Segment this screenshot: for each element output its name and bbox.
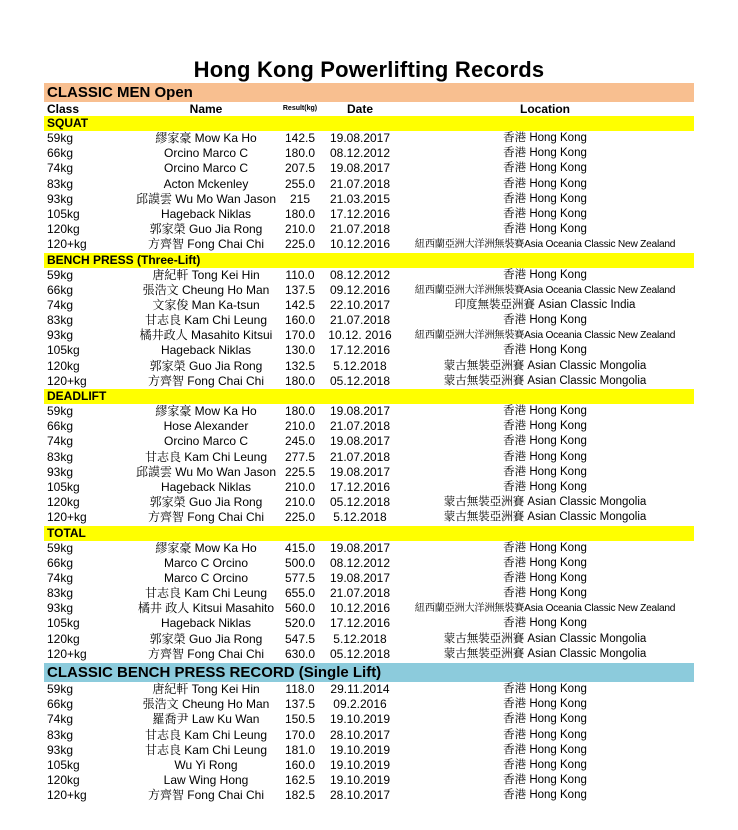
result-cell: 225.0 <box>284 237 316 252</box>
records-document <box>44 56 694 804</box>
name-cell: Hageback Niklas <box>160 616 252 631</box>
single-lift-bench-table <box>44 682 694 804</box>
name-cell: 郭家榮 Guo Jia Rong <box>149 222 263 237</box>
class-cell: 59kg <box>47 131 74 145</box>
table-row <box>44 343 694 358</box>
location-cell: 香港 Hong Kong <box>503 314 587 327</box>
location-cell: 香港 Hong Kong <box>503 344 587 357</box>
location-cell: 紐西蘭亞洲大洋洲無裝賽Asia Oceania Classic New Zealand <box>414 284 676 296</box>
class-cell: 105kg <box>47 206 80 221</box>
class-cell: 59kg <box>47 682 74 696</box>
name-cell: 甘志良 Kam Chi Leung <box>144 586 268 601</box>
name-cell: 繆家豪 Mow Ka Ho <box>155 131 257 145</box>
subsection-header-deadlift: DEADLIFT <box>44 389 694 404</box>
result-cell: 162.5 <box>284 773 316 788</box>
date-cell: 21.07.2018 <box>329 449 391 464</box>
result-cell: 500.0 <box>284 555 316 570</box>
name-cell: 甘志良 Kam Chi Leung <box>144 313 268 328</box>
name-cell: Hageback Niklas <box>160 206 252 221</box>
result-cell: 245.0 <box>284 434 316 449</box>
result-cell: 180.0 <box>284 373 316 388</box>
subsection-header-squat: SQUAT <box>44 116 694 131</box>
table-row <box>44 192 694 207</box>
name-cell: Wu Yi Rong <box>174 757 238 772</box>
result-cell: 560.0 <box>284 601 316 616</box>
name-cell: 邱謨雲 Wu Mo Wan Jason <box>135 464 277 479</box>
location-cell: 香港 Hong Kong <box>503 405 587 417</box>
name-cell: 方齊智 Fong Chai Chi <box>147 373 265 388</box>
column-header-date: Date <box>346 102 373 116</box>
result-cell: 225.5 <box>284 464 316 479</box>
name-cell: 甘志良 Kam Chi Leung <box>144 449 268 464</box>
name-cell: 邱謨雲 Wu Mo Wan Jason <box>135 191 277 206</box>
date-cell: 19.10.2019 <box>329 773 391 788</box>
location-cell: 香港 Hong Kong <box>503 192 587 205</box>
table-row <box>44 601 694 616</box>
result-cell: 182.5 <box>284 788 316 803</box>
result-cell: 110.0 <box>285 267 315 282</box>
date-cell: 5.12.2018 <box>333 358 387 373</box>
column-headers <box>44 102 694 116</box>
location-cell: 香港 Hong Kong <box>503 587 587 600</box>
result-cell: 520.0 <box>284 616 316 631</box>
location-cell: 紐西蘭亞洲大洋洲無裝賽Asia Oceania Classic New Zealand <box>414 239 676 251</box>
name-cell: 唐紀軒 Tong Kei Hin <box>152 682 260 696</box>
table-row <box>44 283 694 298</box>
table-row <box>44 571 694 586</box>
class-cell: 105kg <box>47 757 80 772</box>
table-row <box>44 131 694 146</box>
date-cell: 19.08.2017 <box>329 540 391 555</box>
table-row <box>44 268 694 283</box>
result-cell: 181.0 <box>284 742 316 757</box>
location-cell: 香港 Hong Kong <box>503 617 587 630</box>
location-cell: 香港 Hong Kong <box>503 774 587 787</box>
subsection-header-bench-press: BENCH PRESS (Three-Lift) <box>44 253 694 268</box>
date-cell: 19.08.2017 <box>329 434 391 449</box>
name-cell: 方齊智 Fong Chai Chi <box>147 646 265 661</box>
result-cell: 142.5 <box>284 131 316 145</box>
name-cell: 張浩文 Cheung Ho Man <box>142 282 270 297</box>
class-cell: 66kg <box>47 555 74 570</box>
result-cell: 210.0 <box>284 222 316 237</box>
table-row <box>44 480 694 495</box>
name-cell: 橘井 政人 Kitsui Masahito <box>137 601 275 616</box>
name-cell: 郭家榮 Guo Jia Rong <box>149 631 263 646</box>
result-cell: 207.5 <box>284 161 316 176</box>
result-cell: 277.5 <box>284 449 316 464</box>
class-cell: 83kg <box>47 176 74 191</box>
table-row <box>44 682 694 697</box>
date-cell: 09.12.2016 <box>329 282 391 297</box>
table-row <box>44 450 694 465</box>
location-cell: 香港 Hong Kong <box>503 789 587 802</box>
date-cell: 21.07.2018 <box>329 176 391 191</box>
result-cell: 180.0 <box>284 146 316 161</box>
table-row <box>44 328 694 343</box>
date-cell: 19.10.2019 <box>329 712 391 727</box>
location-cell: 香港 Hong Kong <box>503 223 587 236</box>
date-cell: 21.03.2015 <box>329 191 391 206</box>
location-cell: 香港 Hong Kong <box>503 758 587 771</box>
class-cell: 66kg <box>47 146 74 161</box>
date-cell: 5.12.2018 <box>333 510 387 525</box>
date-cell: 19.08.2017 <box>329 464 391 479</box>
location-cell: 香港 Hong Kong <box>503 268 587 281</box>
table-row <box>44 647 694 662</box>
result-cell: 132.5 <box>284 358 316 373</box>
result-cell: 170.0 <box>284 727 316 742</box>
date-cell: 28.10.2017 <box>329 727 391 742</box>
name-cell: Marco C Orcino <box>163 555 249 570</box>
total-table <box>44 541 694 663</box>
result-cell: 180.0 <box>284 206 316 221</box>
table-row <box>44 161 694 176</box>
class-cell: 93kg <box>47 601 74 616</box>
table-row <box>44 222 694 237</box>
name-cell: 方齊智 Fong Chai Chi <box>147 237 265 252</box>
class-cell: 59kg <box>47 540 74 555</box>
table-row <box>44 177 694 192</box>
location-cell: 蒙古無裝亞洲賽 Asian Classic Mongolia <box>443 359 647 372</box>
class-cell: 120kg <box>47 358 80 373</box>
location-cell: 香港 Hong Kong <box>503 465 587 478</box>
class-cell: 83kg <box>47 449 74 464</box>
name-cell: 繆家豪 Mow Ka Ho <box>155 404 257 418</box>
date-cell: 05.12.2018 <box>329 495 391 510</box>
table-row <box>44 697 694 712</box>
date-cell: 05.12.2018 <box>329 646 391 661</box>
name-cell: 甘志良 Kam Chi Leung <box>144 727 268 742</box>
table-row <box>44 359 694 374</box>
name-cell: 甘志良 Kam Chi Leung <box>144 742 268 757</box>
class-cell: 120+kg <box>47 788 87 803</box>
class-cell: 105kg <box>47 343 80 358</box>
date-cell: 21.07.2018 <box>329 222 391 237</box>
table-row <box>44 146 694 161</box>
table-row <box>44 404 694 419</box>
date-cell: 17.12.2016 <box>329 616 391 631</box>
class-cell: 120kg <box>47 773 80 788</box>
location-cell: 香港 Hong Kong <box>503 177 587 190</box>
location-cell: 蒙古無裝亞洲賽 Asian Classic Mongolia <box>443 511 647 524</box>
date-cell: 17.12.2016 <box>329 479 391 494</box>
location-cell: 香港 Hong Kong <box>503 713 587 726</box>
class-cell: 120+kg <box>47 373 87 388</box>
date-cell: 08.12.2012 <box>329 267 391 282</box>
date-cell: 22.10.2017 <box>329 297 391 312</box>
class-cell: 93kg <box>47 742 74 757</box>
table-row <box>44 434 694 449</box>
class-cell: 74kg <box>47 434 74 449</box>
date-cell: 19.08.2017 <box>329 131 391 145</box>
result-cell: 160.0 <box>284 313 316 328</box>
bench-press-table <box>44 268 694 390</box>
column-header-location: Location <box>520 102 570 116</box>
date-cell: 19.08.2017 <box>329 570 391 585</box>
location-cell: 香港 Hong Kong <box>503 683 587 695</box>
location-cell: 香港 Hong Kong <box>503 147 587 160</box>
table-row <box>44 237 694 252</box>
date-cell: 19.10.2019 <box>329 757 391 772</box>
table-row <box>44 758 694 773</box>
date-cell: 10.12.2016 <box>329 237 391 252</box>
location-cell: 紐西蘭亞洲大洋洲無裝賽Asia Oceania Classic New Zealand <box>414 603 676 615</box>
location-cell: 香港 Hong Kong <box>503 541 587 554</box>
column-header-class: Class <box>47 102 80 116</box>
result-cell: 130.0 <box>284 343 316 358</box>
name-cell: 繆家豪 Mow Ka Ho <box>155 540 257 555</box>
result-cell: 225.0 <box>284 510 316 525</box>
class-cell: 93kg <box>47 328 74 343</box>
table-row <box>44 541 694 556</box>
location-cell: 香港 Hong Kong <box>503 162 587 175</box>
date-cell: 05.12.2018 <box>329 373 391 388</box>
result-cell: 215 <box>289 191 311 206</box>
result-cell: 655.0 <box>284 586 316 601</box>
result-cell: 170.0 <box>284 328 316 343</box>
date-cell: 19.10.2019 <box>329 742 391 757</box>
date-cell: 19.08.2017 <box>329 404 391 418</box>
location-cell: 香港 Hong Kong <box>503 450 587 463</box>
class-cell: 120+kg <box>47 510 87 525</box>
name-cell: 方齊智 Fong Chai Chi <box>147 788 265 803</box>
name-cell: 唐紀軒 Tong Kei Hin <box>152 267 260 282</box>
table-row <box>44 313 694 328</box>
result-cell: 142.5 <box>284 297 316 312</box>
page-title: Hong Kong Powerlifting Records <box>193 57 545 82</box>
name-cell: 郭家榮 Guo Jia Rong <box>149 358 263 373</box>
class-cell: 120kg <box>47 222 80 237</box>
name-cell: 羅喬尹 Law Ku Wan <box>152 712 260 727</box>
class-cell: 93kg <box>47 191 74 206</box>
class-cell: 93kg <box>47 464 74 479</box>
name-cell: Orcino Marco C <box>163 434 249 449</box>
date-cell: 09.2.2016 <box>333 697 387 712</box>
date-cell: 10.12.2016 <box>329 601 391 616</box>
date-cell: 21.07.2018 <box>329 586 391 601</box>
location-cell: 蒙古無裝亞洲賽 Asian Classic Mongolia <box>443 374 647 387</box>
class-cell: 120kg <box>47 495 80 510</box>
location-cell: 香港 Hong Kong <box>503 420 587 433</box>
location-cell: 蒙古無裝亞洲賽 Asian Classic Mongolia <box>443 647 647 660</box>
date-cell: 10.12. 2016 <box>328 328 392 343</box>
date-cell: 28.10.2017 <box>329 788 391 803</box>
subsection-header-total: TOTAL <box>44 526 694 541</box>
result-cell: 210.0 <box>284 419 316 434</box>
name-cell: 橘井政人 Masahito Kitsui <box>139 328 273 343</box>
name-cell: 張浩文 Cheung Ho Man <box>142 697 270 712</box>
result-cell: 547.5 <box>284 631 316 646</box>
date-cell: 5.12.2018 <box>333 631 387 646</box>
result-cell: 255.0 <box>284 176 316 191</box>
result-cell: 160.0 <box>284 757 316 772</box>
name-cell: 文家俊 Man Ka-tsun <box>152 297 260 312</box>
location-cell: 蒙古無裝亞洲賽 Asian Classic Mongolia <box>443 632 647 645</box>
table-row <box>44 556 694 571</box>
table-row <box>44 495 694 510</box>
table-row <box>44 728 694 743</box>
table-row <box>44 773 694 788</box>
class-cell: 66kg <box>47 419 74 434</box>
date-cell: 08.12.2012 <box>329 146 391 161</box>
location-cell: 香港 Hong Kong <box>503 556 587 569</box>
class-cell: 59kg <box>47 267 74 282</box>
result-cell: 150.5 <box>284 712 316 727</box>
location-cell: 香港 Hong Kong <box>503 435 587 448</box>
class-cell: 74kg <box>47 570 74 585</box>
class-cell: 74kg <box>47 161 74 176</box>
class-cell: 105kg <box>47 616 80 631</box>
class-cell: 66kg <box>47 697 74 712</box>
location-cell: 香港 Hong Kong <box>503 132 587 144</box>
table-row <box>44 419 694 434</box>
date-cell: 17.12.2016 <box>329 343 391 358</box>
table-row <box>44 788 694 803</box>
table-row <box>44 298 694 313</box>
table-row <box>44 510 694 525</box>
class-cell: 105kg <box>47 479 80 494</box>
class-cell: 120kg <box>47 631 80 646</box>
class-cell: 66kg <box>47 282 74 297</box>
date-cell: 29.11.2014 <box>330 682 390 696</box>
name-cell: Orcino Marco C <box>163 161 249 176</box>
result-cell: 137.5 <box>284 697 316 712</box>
result-cell: 180.0 <box>284 404 316 418</box>
class-cell: 120+kg <box>47 237 87 252</box>
location-cell: 香港 Hong Kong <box>503 207 587 220</box>
table-row <box>44 712 694 727</box>
date-cell: 17.12.2016 <box>329 206 391 221</box>
date-cell: 21.07.2018 <box>329 419 391 434</box>
section-header-classic-bench-single-lift: CLASSIC BENCH PRESS RECORD (Single Lift) <box>44 663 694 682</box>
location-cell: 香港 Hong Kong <box>503 480 587 493</box>
location-cell: 香港 Hong Kong <box>503 698 587 711</box>
name-cell: Acton Mckenley <box>163 176 249 191</box>
name-cell: Hageback Niklas <box>160 343 252 358</box>
location-cell: 香港 Hong Kong <box>503 728 587 741</box>
result-cell: 415.0 <box>284 540 316 555</box>
table-row <box>44 632 694 647</box>
table-row <box>44 743 694 758</box>
location-cell: 紐西蘭亞洲大洋洲無裝賽Asia Oceania Classic New Zealand <box>414 330 676 342</box>
class-cell: 83kg <box>47 313 74 328</box>
table-row <box>44 616 694 631</box>
location-cell: 蒙古無裝亞洲賽 Asian Classic Mongolia <box>443 496 647 509</box>
result-cell: 630.0 <box>284 646 316 661</box>
result-cell: 577.5 <box>284 570 316 585</box>
date-cell: 19.08.2017 <box>329 161 391 176</box>
name-cell: Hose Alexander <box>163 419 249 434</box>
date-cell: 21.07.2018 <box>329 313 391 328</box>
section-header-classic-men-open: CLASSIC MEN Open <box>44 83 694 102</box>
result-cell: 118.0 <box>285 682 315 696</box>
name-cell: Law Wing Hong <box>163 773 249 788</box>
table-row <box>44 374 694 389</box>
column-header-result: Result(kg) <box>282 105 318 112</box>
name-cell: Marco C Orcino <box>163 570 249 585</box>
result-cell: 210.0 <box>284 479 316 494</box>
location-cell: 香港 Hong Kong <box>503 571 587 584</box>
class-cell: 83kg <box>47 586 74 601</box>
name-cell: 郭家榮 Guo Jia Rong <box>149 495 263 510</box>
class-cell: 83kg <box>47 727 74 742</box>
table-row <box>44 207 694 222</box>
class-cell: 120+kg <box>47 646 87 661</box>
column-header-name: Name <box>189 102 223 116</box>
name-cell: Orcino Marco C <box>163 146 249 161</box>
class-cell: 74kg <box>47 297 74 312</box>
name-cell: 方齊智 Fong Chai Chi <box>147 510 265 525</box>
result-cell: 210.0 <box>284 495 316 510</box>
squat-table <box>44 131 694 253</box>
location-cell: 印度無裝亞洲賽 Asian Classic India <box>454 298 636 311</box>
date-cell: 08.12.2012 <box>329 555 391 570</box>
table-row <box>44 465 694 480</box>
name-cell: Hageback Niklas <box>160 479 252 494</box>
result-cell: 137.5 <box>284 282 316 297</box>
class-cell: 74kg <box>47 712 74 727</box>
class-cell: 59kg <box>47 404 74 418</box>
table-row <box>44 586 694 601</box>
deadlift-table <box>44 404 694 526</box>
location-cell: 香港 Hong Kong <box>503 743 587 756</box>
